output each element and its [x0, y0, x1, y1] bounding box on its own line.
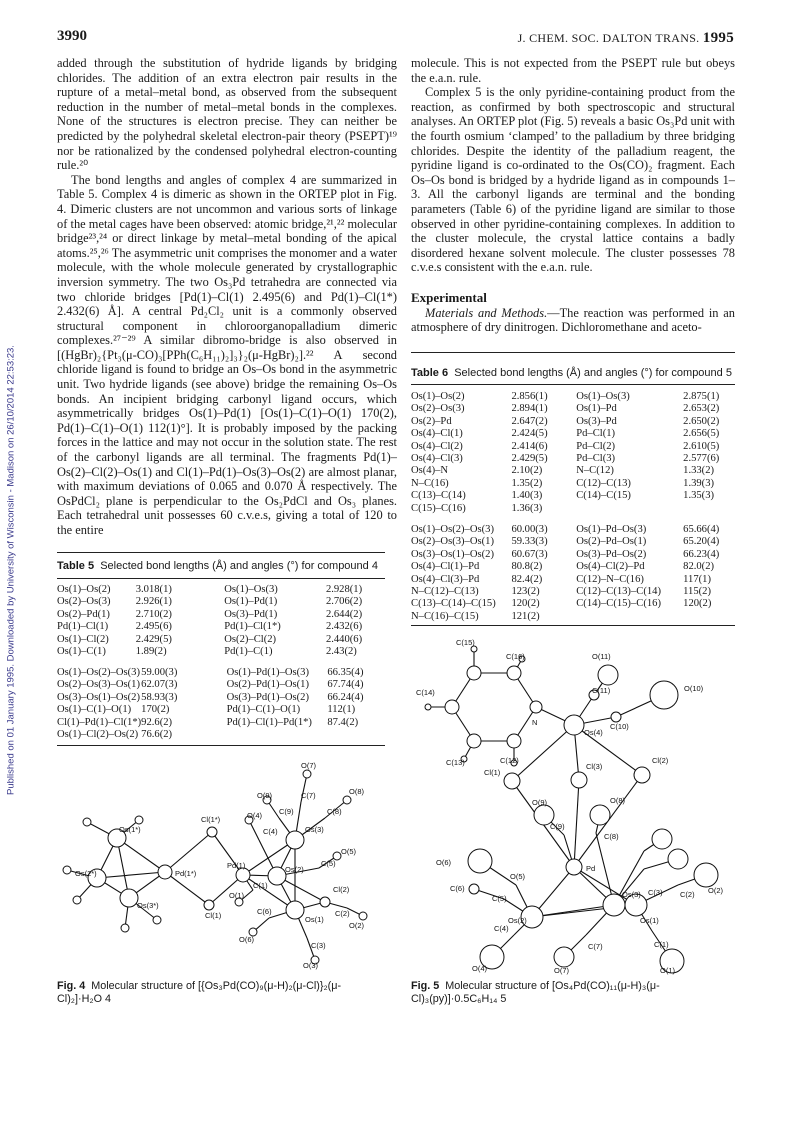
- atom-label: Pd: [586, 864, 596, 873]
- bond-label: Os(4)–Cl(3)–Pd: [411, 573, 480, 585]
- bond-value: 2.856(1): [511, 391, 548, 402]
- atom-label: Cl(2): [652, 756, 669, 765]
- bond-label: Os(1)–Os(2): [57, 584, 111, 595]
- bond-label: Os(4)–Cl(2): [411, 440, 463, 452]
- bond-label: N–C(12)–C(13): [411, 586, 479, 598]
- atom-label: Os(4): [584, 728, 603, 737]
- bond-value: [683, 503, 735, 515]
- atom-label: Pd(1*): [175, 869, 197, 878]
- table-row: [411, 441, 735, 453]
- atom-label: Os(1*): [119, 825, 141, 834]
- bond-value: 1.35(3): [683, 490, 715, 502]
- atom-label: Os(1): [305, 915, 324, 924]
- bond-value: 2.926(1): [135, 596, 172, 608]
- table-row: [411, 561, 735, 573]
- bond-value: 66.23(4): [683, 548, 720, 560]
- table-rule: [411, 384, 735, 385]
- atom-label: Os(2*): [75, 869, 97, 878]
- page-number: 3990: [57, 28, 87, 44]
- fig4-ortep-drawing: [57, 760, 387, 970]
- atom-label: Cl(1*): [201, 815, 221, 824]
- bond-value: 121(2): [511, 610, 540, 622]
- bond-value: 117(1): [683, 573, 711, 585]
- bond-value: 2.43(2): [325, 646, 357, 658]
- bond-label: Os(2)–Os(3): [57, 596, 111, 608]
- atom-label: Os(2): [508, 916, 527, 925]
- bond-value: 2.650(2): [683, 415, 720, 427]
- table-row: [411, 478, 735, 490]
- bond-value: [327, 729, 385, 741]
- bond-label: Os(1)–Pd–Os(3): [576, 524, 647, 535]
- bond-label: Pd–Cl(1): [576, 428, 616, 440]
- table-row: [57, 621, 385, 633]
- bond-label: Os(1)–C(1): [57, 646, 106, 658]
- bond-label: N–C(16)–C(15): [411, 610, 479, 622]
- bond-value: 59.33(3): [511, 536, 548, 548]
- atom-label: C(4): [494, 924, 509, 933]
- atom-label: C(4): [263, 827, 278, 836]
- section-heading: Experimental: [411, 289, 487, 305]
- atom-label: O(3): [303, 961, 318, 970]
- bond-label: Pd–Cl(3): [576, 453, 616, 465]
- atom-label: O(6): [436, 858, 451, 867]
- atom-label: Cl(3): [586, 762, 603, 771]
- atom-label: C(10): [610, 722, 629, 731]
- bond-label: Os(1)–Os(2)–Os(3): [411, 524, 494, 535]
- atom-label: O(1): [660, 966, 675, 975]
- left-column: [57, 56, 397, 538]
- bond-label: Os(3)–Pd(1): [224, 608, 278, 620]
- table-row: [57, 692, 385, 704]
- bond-value: 60.00(3): [511, 524, 548, 535]
- atom-label: C(5): [321, 859, 336, 868]
- table-row: [411, 574, 735, 586]
- bond-label: Os(1)–C(1)–O(1): [57, 704, 132, 716]
- bond-value: 2.656(5): [683, 428, 720, 440]
- bond-value: 2.928(1): [325, 584, 363, 595]
- table-row: [411, 611, 735, 623]
- bond-label: Os(4)–Cl(1)–Pd: [411, 561, 480, 573]
- table-row: [57, 646, 385, 658]
- table-row: [411, 536, 735, 548]
- paragraph-text: —The reaction was performed in an atmosphere of dry dinitrogen. Dichloromethane and aceto-: [411, 305, 736, 335]
- bond-value: 80.8(2): [511, 561, 543, 573]
- bond-label: C(13)–C(14): [411, 490, 466, 502]
- atom-label: O(5): [510, 872, 525, 881]
- atom-label: C(7): [588, 942, 603, 951]
- atom-label: Os(2): [285, 865, 304, 874]
- paragraph: added through the substitution of hydride ligands by bridging chlorides. The addition of an extra electron pair results in the rupture of a metal–metal bond, as observed from the subsequent reduction in the number of metal–metal bonds in the complexes. None of the structures is electron precise. They can neither be predicted by the polyhedral skeletal electron-pair theory (PSEPT)¹⁹ nor be rationalized by the condensed polyhedral electron-counting rule.²⁰: [57, 56, 397, 173]
- atom-label: O(7): [554, 966, 569, 975]
- atom-label: O(9): [257, 791, 272, 800]
- table-row: [57, 634, 385, 646]
- bond-label: C(12)–C(13)–C(14): [576, 586, 661, 598]
- table-rule: [57, 578, 385, 579]
- bond-label: Os(2)–Os(3)–Os(1): [411, 536, 494, 548]
- paragraph: Complex 5 is the only pyridine-containing product from the reaction, as confirmed by both spectroscopic and structural analyses. An ORTEP plot (Fig. 5) reveals a basic Os₃Pd unit with the fourth osmium ‘clamped’ to the palladium by three bridging chlorides. Despite the identity of the palladium reagent, the pyridine ligand is co-ordinated to the Os(CO)₂ fragment. Each Os–Os bond is bridged by a hydride ligand as in compounds 1–3. All the carbonyl ligands are terminal and the bonding parameters (Table 6) of the pyridine ligand are similar to those observed in other pyridine-containing complexes. In addition to the cluster molecule, the crystal lattice contains a badly disordered hexane solvent molecule. The cluster possesses 78 c.v.e.s consistent with the e.a.n. rule.: [411, 85, 735, 275]
- atom-label: C(3): [311, 941, 326, 950]
- atom-label: O(2): [708, 886, 723, 895]
- atom-label: N: [532, 718, 538, 727]
- bond-value: 115(2): [683, 586, 711, 598]
- bond-label: Os(4)–Cl(1): [411, 428, 463, 440]
- bond-value: 2.653(2): [683, 403, 720, 415]
- table6-angles: [411, 524, 735, 623]
- bond-value: 2.706(2): [325, 596, 363, 608]
- table-row: [411, 391, 735, 403]
- atom-label: C(2): [335, 909, 350, 918]
- bond-label: Os(2)–Os(3): [411, 403, 465, 415]
- bond-label: Os(4)–Cl(2)–Pd: [576, 561, 645, 573]
- bond-label: Pd(1)–C(1)–O(1): [226, 704, 301, 716]
- table-row: [411, 586, 735, 598]
- atom-label: O(10): [684, 684, 704, 693]
- bond-value: 1.89(2): [135, 646, 167, 658]
- atom-label: O(9): [532, 798, 547, 807]
- atom-label: C(6): [450, 884, 465, 893]
- bond-label: Os(2)–Cl(2): [224, 633, 277, 645]
- bond-label: Os(2)–Pd: [411, 415, 452, 427]
- paragraph: molecule. This is not expected from the PSEPT rule but obeys the e.a.n. rule.: [411, 56, 735, 85]
- table-row: [411, 503, 735, 515]
- bond-label: Os(4)–Cl(3): [411, 453, 463, 465]
- subheading: Materials and Methods.: [425, 305, 548, 320]
- atom-label: Cl(1): [205, 911, 222, 920]
- bond-value: 65.66(4): [683, 524, 720, 535]
- bond-value: [683, 611, 735, 623]
- bond-label: Pd(1)–C(1): [224, 646, 273, 658]
- table-row: [411, 549, 735, 561]
- table-row: [411, 490, 735, 502]
- bond-label: Cl(1)–Pd(1)–Cl(1*): [57, 716, 142, 728]
- bond-value: 1.36(3): [511, 502, 543, 514]
- table-top-rule: [411, 352, 735, 353]
- bond-label: Os(1)–Cl(2): [57, 633, 109, 645]
- atom-label: O(2): [349, 921, 364, 930]
- bond-value: 2.647(2): [511, 415, 548, 427]
- atom-label: O(7): [301, 761, 316, 770]
- bond-value: 62.07(3): [141, 679, 178, 691]
- bond-value: 76.6(2): [141, 729, 173, 741]
- bond-label: Pd(1)–Cl(1*): [224, 621, 281, 633]
- table-bottom-rule: [411, 625, 735, 626]
- atom-label: C(1): [654, 940, 669, 949]
- atom-label: C(3): [648, 888, 663, 897]
- bond-value: 1.35(2): [511, 477, 543, 489]
- table-row: [57, 704, 385, 716]
- download-stamp: Published on 01 January 1995. Downloaded by University of Wisconsin - Madison on 26/10/2014 22:53:23.: [5, 345, 17, 795]
- atom-label: O(11): [592, 652, 611, 661]
- bond-label: [576, 611, 683, 623]
- bond-label: Os(3)–Pd: [576, 415, 617, 427]
- bond-label: N–C(12): [576, 465, 614, 477]
- table-row: [57, 667, 385, 679]
- bond-value: 170(2): [141, 704, 170, 716]
- bond-value: 120(2): [511, 598, 540, 610]
- fig5-caption: Fig. 5 Molecular structure of [Os₄Pd(CO)₁₁(μ-H)₃(μ-Cl)₃(py)]·0.5C₆H₁₄ 5: [411, 980, 660, 1005]
- table-row: [57, 679, 385, 691]
- bond-label: C(13)–C(14)–C(15): [411, 598, 496, 610]
- atom-label: C(6): [257, 907, 272, 916]
- bond-value: 2.875(1): [683, 391, 720, 402]
- paragraph: [411, 306, 735, 335]
- bond-label: Os(3)–Os(1)–Os(2): [57, 691, 140, 703]
- bond-label: N–C(16): [411, 477, 449, 489]
- bond-label: C(14)–C(15)–C(16): [576, 598, 661, 610]
- bond-value: 1.33(2): [683, 465, 715, 477]
- table5-angles: [57, 667, 385, 741]
- table-row: [411, 416, 735, 428]
- bond-label: C(14)–C(15): [576, 490, 631, 502]
- atom-label: Os(3): [622, 890, 641, 899]
- fig5-ortep-drawing: [414, 635, 735, 975]
- atom-label: C(8): [604, 832, 619, 841]
- atom-label: Os(3): [305, 825, 324, 834]
- bond-value: 1.40(3): [511, 490, 543, 502]
- paragraph: The bond lengths and angles of complex 4 are summarized in Table 5. Complex 4 is dimeric as shown in the ORTEP plot in Fig. 4. Dimeric clusters are not uncommon and various sorts of linkage of the metal cages have been observed: atomic bridge,²¹,²² molecular bridge²³,²⁴ or direct linkage by metal–metal bonding of the apical atoms.²⁵,²⁶ The asymmetric unit comprises the monomer and a water molecule, with the whole molecule generated by crystallographic inversion symmetry. The two Os₃Pd tetrahedra are connected via two chloride bridges [Pd(1)–Cl(1) 2.495(6) and Pd(1)–Cl(1*) 2.432(6) Å]. A central Pd₂Cl₂ unit is a commonly observed structural component in chloroorganopalladium dimeric complexes.²⁷⁻²⁹ A similar dibromo-bridge is also observed in [(HgBr)₂{Pt₃(μ-CO)₃[PPh(C₆H₁₁)₂]₃}₂(μ-HgBr)₂].²² A second chloride ligand is found to bridge an Os–Os bond in the asymmetric unit. Two hydride ligands (see above) bridge the remaining Os–Os bonds. An incipient bridging carbonyl ligand occurs, which asymmetrically bridges Os(1)–Pd(1) [Os(1)–C(1)–O(1) 170(2), Pd(1)–C(1)–O(1) 112(1)°]. It is probably imposed by the packing forces in the lattice and may not occur in the solution state. The rest of the carbonyl ligands are all terminal. The fragments Pd(1)–Os(2)–Cl(2)–Os(1) and Cl(1)–Pd(1)–Os(3)–Os(2) are almost planar, with maximum deviations of 0.065 and 0.070 Å respectively. The OsPdCl₂ plane is perpendicular to the Os₂PdCl and Os₃ planes. Each tetrahedral unit possesses 60 c.v.e.s, giving a total of 120 to the entire: [57, 172, 397, 537]
- bond-value: 3.018(1): [135, 584, 172, 595]
- atom-label: Cl(2): [333, 885, 350, 894]
- bond-value: 82.0(2): [683, 561, 715, 573]
- table-row: [57, 609, 385, 621]
- bond-value: 2.429(5): [511, 453, 548, 465]
- table-row: [57, 729, 385, 741]
- bond-label: Os(2)–Os(3)–Os(1): [57, 679, 140, 691]
- bond-value: 66.24(4): [327, 691, 364, 703]
- bond-value: 112(1): [327, 704, 356, 716]
- bond-value: 2.710(2): [135, 608, 172, 620]
- bond-value: 123(2): [511, 586, 540, 598]
- bond-label: Pd(1)–Cl(1): [57, 621, 109, 633]
- running-head: [518, 30, 734, 47]
- bond-value: 2.429(5): [135, 633, 172, 645]
- bond-value: 2.440(6): [325, 633, 363, 645]
- bond-label: Os(2)–Pd(1): [57, 608, 110, 620]
- bond-value: 2.414(6): [511, 440, 548, 452]
- atom-label: Os(1): [640, 916, 659, 925]
- bond-value: 82.4(2): [511, 573, 543, 585]
- table5-caption: Table 5 Selected bond lengths (Å) and angles (°) for compound 4: [57, 560, 378, 572]
- bond-label: Os(1)–Pd(1): [224, 596, 278, 608]
- table-row: [411, 465, 735, 477]
- bond-value: 67.74(4): [327, 679, 364, 691]
- table-row: [57, 717, 385, 729]
- table6-lengths: [411, 391, 735, 515]
- bond-value: 2.424(5): [511, 428, 548, 440]
- bond-label: Os(3)–Pd–Os(2): [576, 548, 647, 560]
- bond-label: Os(1)–Os(2): [411, 391, 465, 402]
- atom-label: C(7): [301, 791, 316, 800]
- bond-label: Os(1)–Os(3): [576, 391, 630, 402]
- bond-value: 2.495(6): [135, 621, 172, 633]
- table-row: [411, 403, 735, 415]
- bond-label: Os(4)–N: [411, 465, 449, 477]
- atom-label: C(13): [446, 758, 465, 767]
- atom-label: C(11): [592, 686, 611, 695]
- bond-value: 2.644(2): [325, 608, 363, 620]
- bond-value: 120(2): [683, 598, 712, 610]
- atom-label: C(5): [492, 894, 507, 903]
- atom-label: C(1): [253, 881, 268, 890]
- bond-label: Os(3)–Os(1)–Os(2): [411, 548, 494, 560]
- bond-label: Os(2)–Pd–Os(1): [576, 536, 647, 548]
- atom-label: C(8): [327, 807, 342, 816]
- bond-label: Os(1)–Cl(2)–Os(2): [57, 729, 139, 741]
- table-row: [411, 598, 735, 610]
- atom-label: C(9): [279, 807, 294, 816]
- table-row: [411, 453, 735, 465]
- atom-label: C(15): [456, 638, 475, 647]
- bond-label: Os(2)–Pd(1)–Os(1): [226, 679, 309, 691]
- atom-label: C(12): [500, 756, 519, 765]
- bond-value: 1.39(3): [683, 477, 715, 489]
- table-row: [57, 596, 385, 608]
- table-row: [57, 584, 385, 596]
- bond-value: 58.93(3): [141, 691, 178, 703]
- bond-value: 92.6(2): [141, 716, 173, 728]
- atom-label: O(8): [610, 796, 625, 805]
- bond-label: Pd(1)–Cl(1)–Pd(1*): [226, 716, 312, 728]
- bond-label: C(15)–C(16): [411, 502, 466, 514]
- fig4-caption: Fig. 4 Molecular structure of [{Os₃Pd(CO)₉(μ-H)₂(μ-Cl)}₂(μ-Cl)₂]·H₂O 4: [57, 980, 342, 1005]
- bond-value: 2.577(6): [683, 453, 720, 465]
- table-bottom-rule: [57, 745, 385, 746]
- table6-caption: Table 6 Selected bond lengths (Å) and angles (°) for compound 5: [411, 367, 732, 379]
- atom-label: Pd(1): [227, 861, 246, 870]
- atom-label: O(8): [349, 787, 364, 796]
- bond-value: 60.67(3): [511, 548, 548, 560]
- table5-lengths: [57, 584, 385, 658]
- atom-label: O(1): [229, 891, 244, 900]
- journal-name: J. CHEM. SOC. DALTON TRANS.: [517, 31, 700, 45]
- atom-label: C(2): [680, 890, 695, 899]
- bond-value: 66.35(4): [327, 667, 364, 678]
- bond-label: Os(1)–Os(3): [224, 584, 278, 595]
- bond-value: 2.894(1): [511, 403, 548, 415]
- bond-value: 87.4(2): [327, 716, 359, 728]
- bond-value: 2.10(2): [511, 465, 543, 477]
- atom-label: O(4): [472, 964, 487, 973]
- table-row: [411, 428, 735, 440]
- atom-label: O(4): [247, 811, 262, 820]
- bond-label: Pd–Cl(2): [576, 440, 616, 452]
- atom-label: C(14): [416, 688, 435, 697]
- atom-label: Os(3*): [137, 901, 159, 910]
- bond-label: Os(1)–Pd: [576, 403, 617, 415]
- atom-label: C(9): [550, 822, 565, 831]
- bond-label: C(12)–C(13): [576, 477, 631, 489]
- atom-label: Cl(1): [484, 768, 501, 777]
- table-top-rule: [57, 552, 385, 553]
- bond-value: 2.432(6): [325, 621, 363, 633]
- journal-year: 1995: [702, 30, 734, 46]
- right-column: [411, 56, 735, 335]
- table-row: [411, 524, 735, 536]
- atom-label: O(6): [239, 935, 254, 944]
- bond-label: [576, 503, 683, 515]
- bond-value: 59.00(3): [141, 667, 178, 678]
- bond-value: 65.20(4): [683, 536, 720, 548]
- bond-label: Os(3)–Pd(1)–Os(2): [226, 691, 309, 703]
- bond-value: 2.610(5): [683, 440, 720, 452]
- bond-label: C(12)–N–C(16): [576, 573, 644, 585]
- bond-label: [227, 729, 328, 741]
- bond-label: Os(1)–Pd(1)–Os(3): [226, 667, 309, 678]
- atom-label: C(16): [506, 652, 525, 661]
- atom-label: O(5): [341, 847, 356, 856]
- bond-label: Os(1)–Os(2)–Os(3): [57, 667, 140, 678]
